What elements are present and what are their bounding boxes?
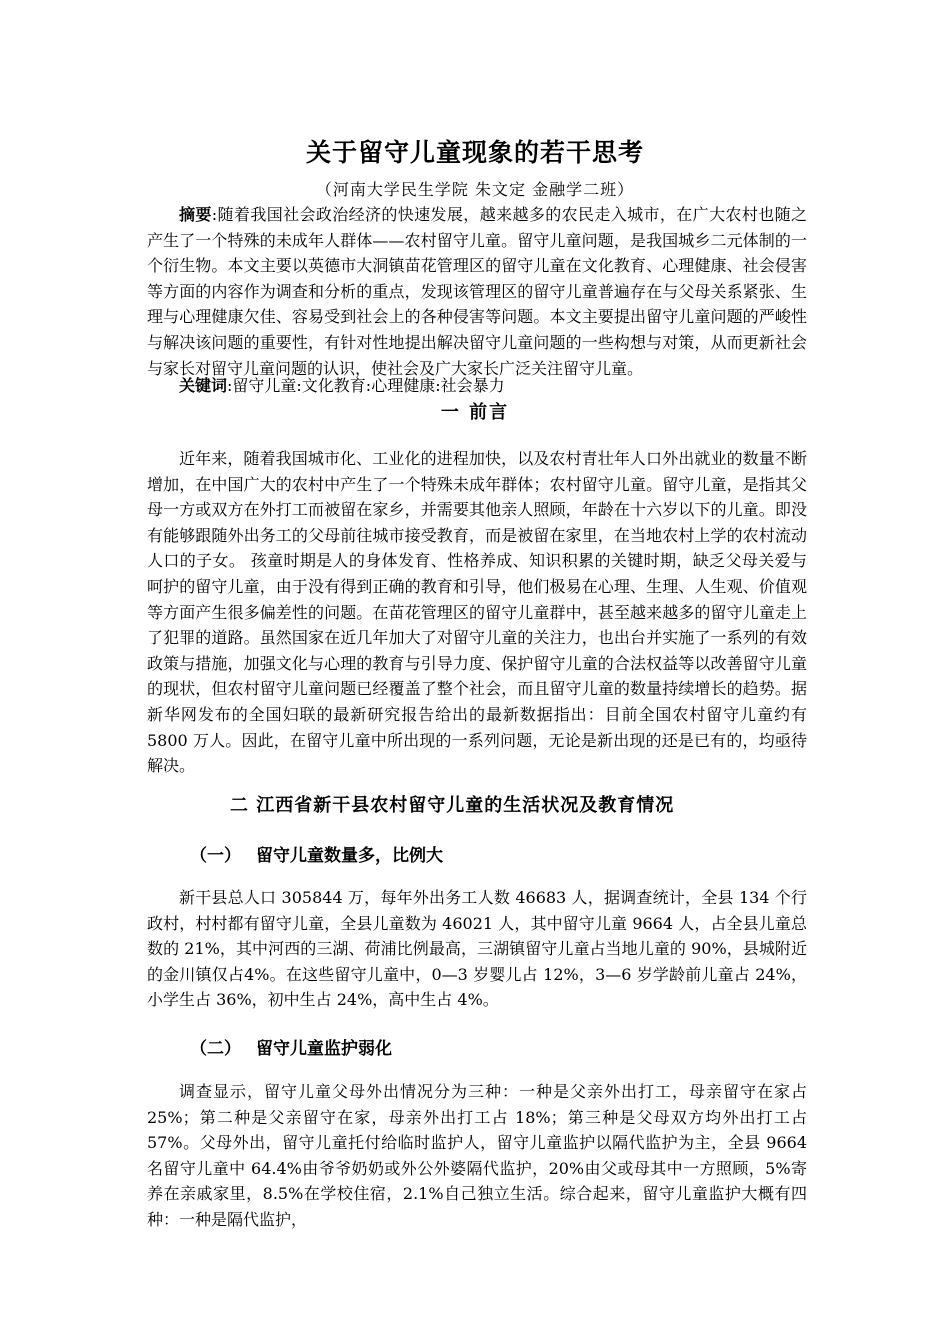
keywords-text: :留守儿童:文化教育:心理健康:社会暴力 — [227, 376, 505, 395]
subsection-title-2: 留守儿童监护弱化 — [256, 1039, 392, 1059]
subsection-heading-1 — [190, 841, 443, 866]
abstract-label: 摘要 — [179, 205, 212, 224]
section-heading-2: 二 江西省新干县农村留守儿童的生活状况及教育情况 — [230, 795, 675, 816]
subsection-2-paragraph: 调查显示，留守儿童父母外出情况分为三种：一种是父亲外出打工，母亲留守在家占25%；第二种是父亲留守在家，母亲外出打工占 18%；第三种是父母双方均外出打工占 57%。父母外出，留守儿童托付给临时监护人，留守儿童监护以隔代监护为主，全县 9664 名留守儿童中 64.4%由爷爷奶奶或外公外婆隔代监护，20%由父或母其中一方照顾，5%寄养在亲戚家里，8.5%在学校住宿，2.1%自己独立生活。综合起来，留守儿童监护大概有四种：一种是隔代监护， — [147, 1082, 807, 1229]
abstract-paragraph — [147, 202, 807, 381]
subsection-number-2: （二） — [190, 1039, 241, 1059]
author-affiliation: （河南大学民生学院 朱文定 金融学二班） — [315, 180, 635, 199]
section-heading-preface: 一 前言 — [440, 402, 510, 423]
keywords-label: 关键词 — [179, 376, 228, 395]
subsection-heading-2 — [190, 1034, 392, 1059]
subsection-number-1: （一） — [190, 846, 241, 866]
document-title: 关于留守儿童现象的若干思考 — [305, 138, 644, 167]
preface-paragraph: 近年来，随着我国城市化、工业化的进程加快，以及农村青壮年人口外出就业的数量不断增加，在中国广大的农村中产生了一个特殊未成年群体；农村留守儿童。留守儿童，是指其父母一方或双方在外打工而被留在家乡，并需要其他亲人照顾，年龄在十六岁以下的儿童。即没有能够跟随外出务工的父母前往城市接受教育，而是被留在家里，在当地农村上学的农村流动人口的子女。 孩童时期是人的身体发育、性格养成、知识积累的关键时期，缺乏父母关爱与呵护的留守儿童，由于没有得到正确的教育和引导，他们极易在心理、生理、人生观、价值观等方面产生很多偏差性的问题。在苗花管理区的留守儿童群中，甚至越来越多的留守儿童走上了犯罪的道路。虽然国家在近几年加大了对留守儿童的关注力，也出台并实施了一系列的有效政策与措施，加强文化与心理的教育与引导力度、保护留守儿童的合法权益等以改善留守儿童的现状，但农村留守儿童问题已经覆盖了整个社会，而且留守儿童的数量持续增长的趋势。据新华网发布的全国妇联的最新研究报告给出的最新数据指出：目前全国农村留守儿童约有 5800 万人。因此，在留守儿童中所出现的一系列问题，无论是新出现的还是已有的，均亟待解决。 — [147, 449, 807, 776]
abstract-text: :随着我国社会政治经济的快速发展，越来越多的农民走入城市，在广大农村也随之产生了一个特殊的未成年人群体——农村留守儿童。留守儿童问题，是我国城乡二元体制的一个衍生物。本文主要以英德市大洞镇苗花管理区的留守儿童在文化教育、心理健康、社会侵害等方面的内容作为调查和分析的重点，发现该管理区的留守儿童普遍存在与父母关系紧张、生理与心理健康欠佳、容易受到社会上的各种侵害等问题。本文主要提出留守儿童问题的严峻性与解决该问题的重要性，有针对性地提出解决留守儿童问题的一些构想与对策，从而更新社会与家长对留守儿童问题的认识，使社会及广大家长广泛关注留守儿童。 — [147, 205, 807, 378]
subsection-1-paragraph: 新干县总人口 305844 万，每年外出务工人数 46683 人，据调查统计，全县 134 个行政村，村村都有留守儿童，全县儿童数为 46021 人，其中留守儿童 9664 人，占全县儿童总数的 21%，其中河西的三湖、荷浦比例最高，三湖镇留守儿童占当地儿童的 90%，县城附近的金川镇仅占4%。在这些留守儿童中，0—3 岁婴儿占 12%，3—6 岁学龄前儿童占 24%，小学生占 36%，初中生占 24%，高中生占 4%。 — [147, 888, 807, 1010]
keywords-paragraph — [147, 373, 807, 399]
subsection-title-1: 留守儿童数量多，比例大 — [256, 846, 443, 866]
